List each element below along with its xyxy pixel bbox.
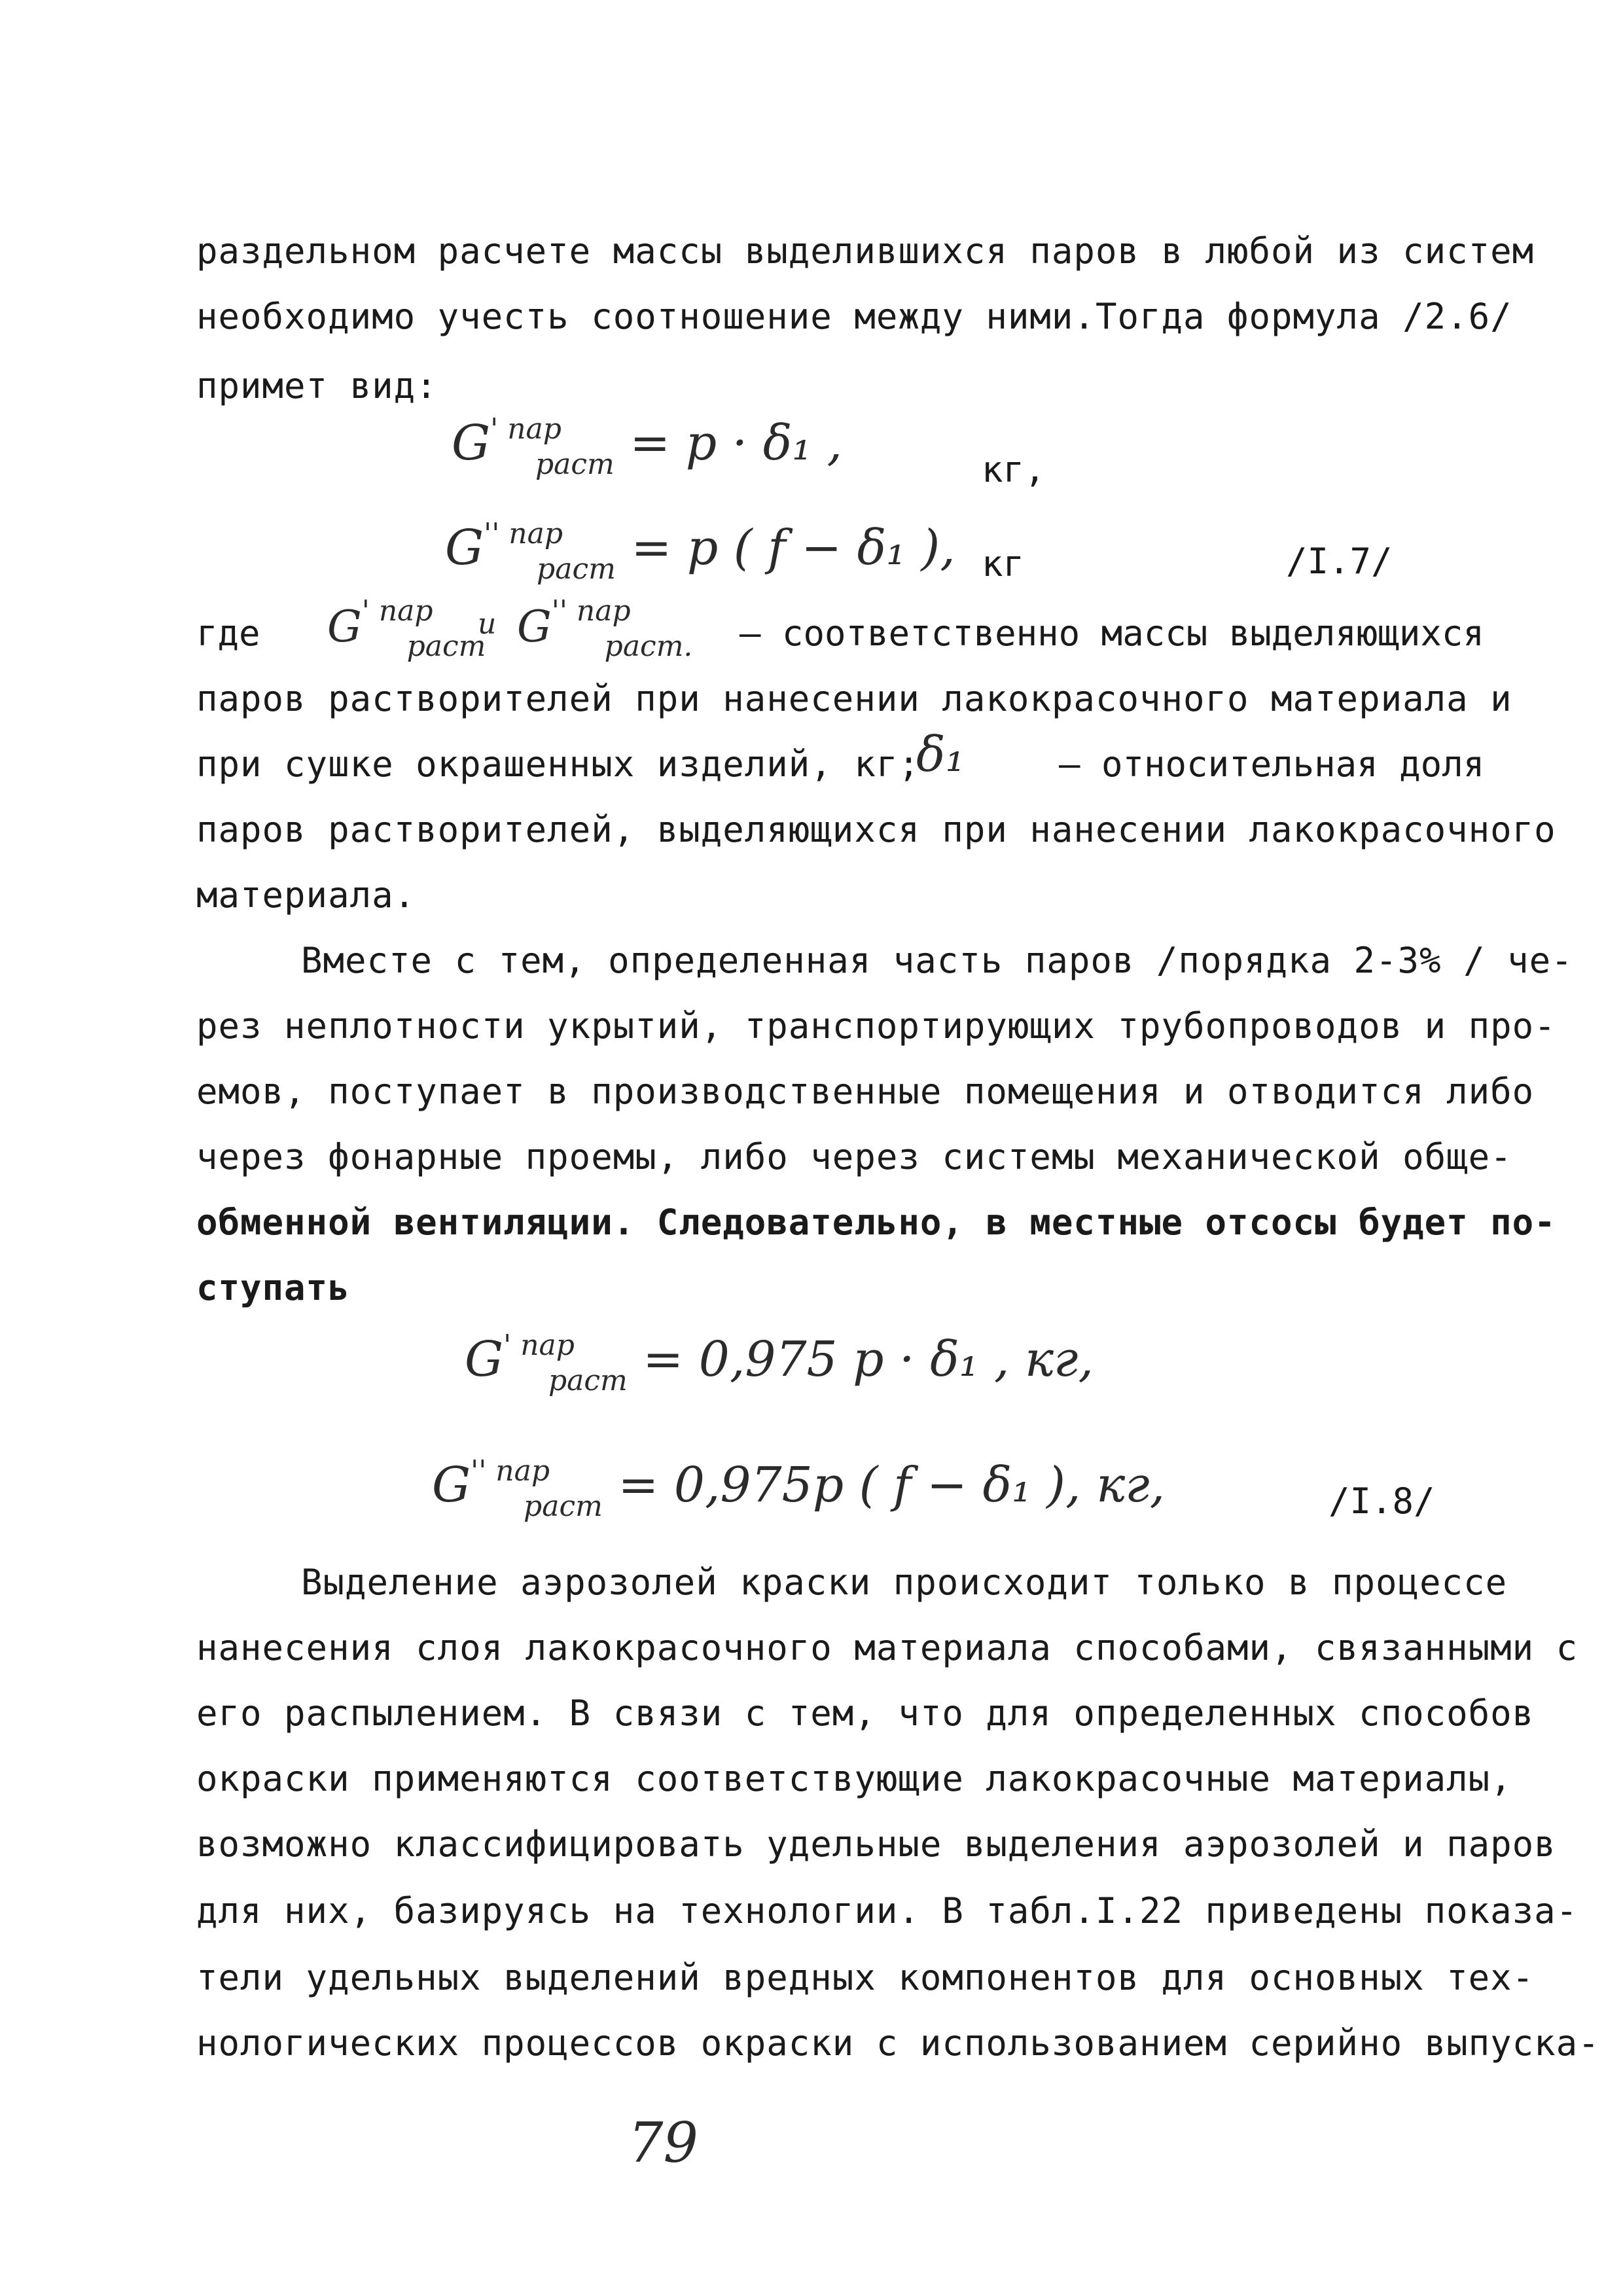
formula-inline-g1: $G^{' пар}_{раст}$ <box>327 594 486 663</box>
text-line: при сушке окрашенных изделий, кг; <box>196 744 920 785</box>
text-line: ступать <box>196 1267 350 1308</box>
text-line: нанесения слоя лакокрасочного материала способами, связанными с <box>196 1627 1578 1668</box>
text-line: паров растворителей, выделяющихся при нанесении лакокрасочного <box>196 809 1556 850</box>
formula-rhs: = 0,975р ( f − δ₁ ), кг, <box>618 1457 1166 1513</box>
formula-subscript: раст <box>535 448 615 481</box>
formula-symbol: G <box>445 520 484 576</box>
text-line: емов, поступает в производственные помещения и отводится либо <box>196 1071 1535 1112</box>
formula-reference: /I.8/ <box>1329 1480 1435 1522</box>
text-and: и <box>478 607 497 641</box>
text-line: Вместе с тем, определенная часть паров /порядка 2-3% / че- <box>301 940 1573 981</box>
text-line: рез неплотности укрытий, транспортирующих трубопроводов и про- <box>196 1005 1556 1047</box>
formula-rhs: = 0,975 р · δ₁ , кг, <box>643 1331 1094 1388</box>
formula-superscript: '' пар <box>484 517 563 550</box>
text-line: для них, базируясь на технологии. В табл.I.22 приведены показа- <box>196 1890 1578 1931</box>
text-line: его распылением. В связи с тем, что для определенных способов <box>196 1693 1535 1734</box>
formula-i7-line1 <box>452 412 842 481</box>
formula-superscript: ' пар <box>490 412 562 446</box>
text-line: материала. <box>196 874 416 916</box>
text-line: через фонарные проемы, либо через системы механической обще- <box>196 1136 1512 1177</box>
text-line: раздельном расчете массы выделившихся паров в любой из систем <box>196 230 1535 272</box>
text-line: – соответственно массы выделяющихся <box>740 613 1484 654</box>
text-where: где <box>196 613 260 654</box>
formula-symbol: G <box>452 415 491 471</box>
formula-i8-line1 <box>465 1329 1094 1397</box>
formula-symbol: G <box>465 1331 504 1388</box>
formula-rhs: = р · δ₁ , <box>630 415 842 471</box>
formula-subscript: раст <box>548 1364 628 1397</box>
formula-unit: кг, <box>982 449 1046 490</box>
formula-i8-line2 <box>432 1454 1165 1523</box>
page-number: 79 <box>628 2111 698 2175</box>
text-line: обменной вентиляции. Следовательно, в местные отсосы будет по- <box>196 1202 1556 1243</box>
formula-subscript: раст <box>524 1490 603 1523</box>
text-line: – относительная доля <box>1059 744 1485 785</box>
text-line: Выделение аэрозолей краски происходит только в процессе <box>301 1562 1508 1603</box>
text-line: тели удельных выделений вредных компонентов для основных тех- <box>196 1957 1535 1998</box>
text-line: окраски применяются соответствующие лакокрасочные материалы, <box>196 1758 1512 1799</box>
formula-inline-g2: $G^{'' пар}_{раст.}$ <box>517 594 693 663</box>
formula-symbol: G <box>432 1457 471 1513</box>
text-line: необходимо учесть соотношение между ними.Тогда формула /2.6/ <box>196 296 1512 337</box>
formula-i7-line2 <box>445 517 955 586</box>
formula-reference: /I.7/ <box>1286 541 1393 582</box>
text-line: паров растворителей при нанесении лакокрасочного материала и <box>196 678 1512 719</box>
text-line: нологических процессов окраски с использованием серийно выпуска- <box>196 2022 1600 2064</box>
formula-rhs: = р ( f − δ₁ ), <box>631 520 955 576</box>
formula-subscript: раст <box>537 552 616 586</box>
text-line: возможно классифицировать удельные выделения аэрозолей и паров <box>196 1823 1556 1865</box>
text-line: примет вид: <box>196 365 438 406</box>
formula-unit: кг <box>982 543 1025 584</box>
formula-superscript: '' пар <box>471 1454 550 1488</box>
formula-superscript: ' пар <box>503 1329 575 1362</box>
formula-delta: δ₁ <box>916 726 965 783</box>
